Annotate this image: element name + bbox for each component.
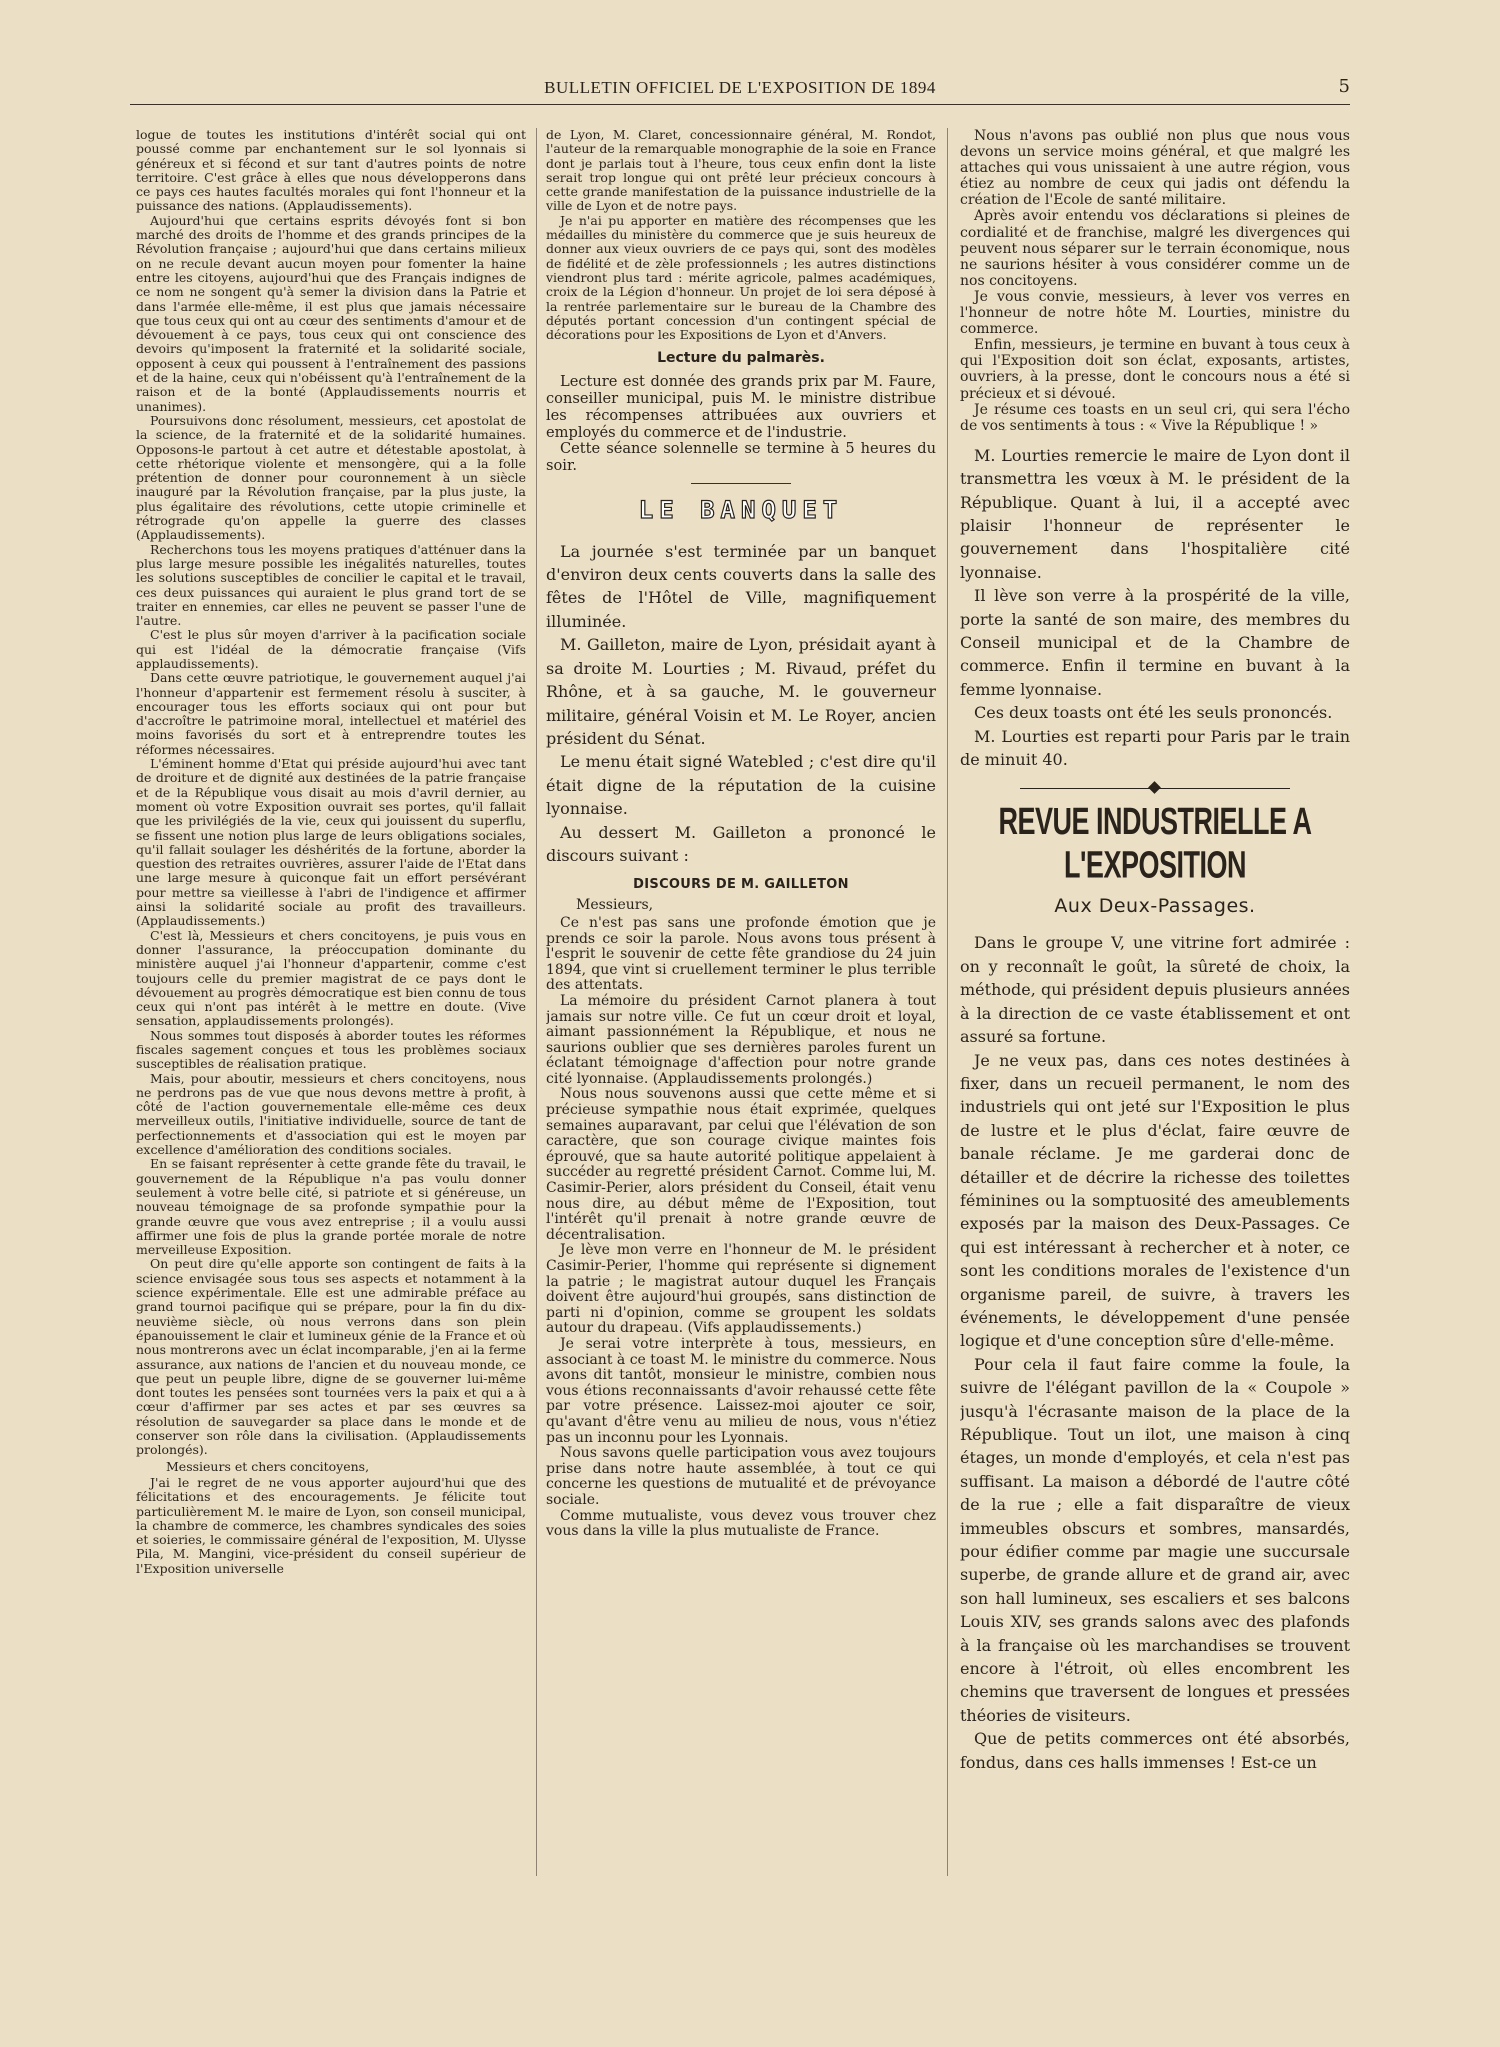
paragraph: Je n'ai pu apporter en matière des récompenses que les médailles du ministère du commerce que je suis heureux de donner aux vieux ouvriers de ce pays qui, sont des modèles de fidélité et de zèle professionnels ; les autres distinctions viendront plus tard : mérite agricole, palmes académiques, croix de la Légion d'honneur. Un projet de loi sera déposé à la rentrée parlementaire sur le bureau de la Chambre des députés portant concession d'un contingent spécial de décorations pour les Expositions de Lyon et d'Anvers. (546, 212, 936, 343)
paragraph: Nous nous souvenons aussi que cette même et si précieuse sympathie nous était exprimée, quelques semaines auparavant, par celui que l'élévation de son caractère, que son courage civique maintes fois éprouvé, que sa haute autorité politique appelaient à succéder au regretté président Carnot. Comme lui, M. Casimir-Perier, alors président du Conseil, était venu nous dire, au début même de l'Exposition, tout l'intérêt qu'il prenait à notre grande œuvre de décentralisation. (546, 1086, 936, 1243)
paragraph: L'éminent homme d'Etat qui préside aujourd'hui avec tant de droiture et de dignité aux destinées de la patrie française et de la République vous disait au mois d'avril dernier, au moment où votre Exposition ouvrait ses portes, qu'il fallait que les privilégiés de la vie, ceux qui jouissent du superflu, se fissent une notion plus large de leurs obligations sociales, qu'il fallait soulager les déshérités de la fortune, aborder la question des retraites ouvrières, assurer l'aide de l'Etat dans une large mesure à quiconque fait un effort persévérant pour mettre sa vieillesse à l'abri de l'indigence et affirmer ainsi la solidarité sociale au profit des travailleurs. (Applaudissements.) (136, 756, 526, 929)
banquet-heading: LE BANQUET (638, 495, 844, 524)
palmares-heading: Lecture du palmarès. (657, 350, 825, 367)
paragraph: Je serai votre interprète à tous, messieurs, en associant à ce toast M. le ministre du commerce. Nous avons dit tantôt, monsieur le ministre, combien nous vous étions reconnaissants d'avoir rehaussé cette fête par votre présence. Laissez-moi ajouter ce soir, qu'avant d'être venu au milieu de nous, vous n'étiez pas un inconnu pour les Lyonnais. (546, 1335, 936, 1446)
paragraph: C'est le plus sûr moyen d'arriver à la pacification sociale qui est l'idéal de la démocratie française (Vifs applaudissements). (136, 627, 526, 671)
paragraph: On peut dire qu'elle apporte son contingent de faits à la science envisagée sous tous ses aspects et notamment à la science expérimentale. Elle est une admirable préface au grand tournoi pacifique qui se prépare, pour la fin du dix-neuvième siècle, où nous verrons dans son plein épanouissement le clair et lumineux génie de la France et où nous montrerons avec un éclat incomparable, j'en ai la ferme assurance, aux nations de l'ancien et du nouveau monde, ce que peut un peuple libre, digne de se gouverner lui-même dont toutes les pensées sont tournées vers la paix et qui a à cœur d'affirmer par ses actes et par ses œuvres sa résolution de sauvegarder sa place dans le monde et de conserver son rôle dans la civilisation. (Applaudissements prolongés). (136, 1256, 526, 1458)
paragraph: La journée s'est terminée par un banquet d'environ deux cents couverts dans la salle des fêtes de l'Hôtel de Ville, magnifiquement illuminée. (546, 541, 936, 631)
paragraph: Ces deux toasts ont été les seuls prononcés. (974, 703, 1333, 723)
page-number: 5 (1338, 76, 1350, 97)
paragraph: Je vous convie, messieurs, à lever vos verres en l'honneur de notre hôte M. Lourties, ministre du commerce. (960, 288, 1350, 338)
paragraph: Il lève son verre à la prospérité de la ville, porte la santé de son maire, des membres du Conseil municipal et de la Chambre de commerce. Enfin il termine en buvant à la femme lyonnaise. (960, 586, 1350, 699)
paragraph: Comme mutualiste, vous devez vous trouver chez vous dans la ville la plus mutualiste de France. (546, 1507, 936, 1540)
paragraph: Nous n'avons pas oublié non plus que nous vous devons un service moins général, et que malgré les attaches qui vous unissaient à une autre région, vous étiez au nombre de ceux qui jadis ont défendu la création de l'Ecole de santé militaire. (960, 128, 1350, 209)
salutation: Messieurs, (576, 897, 654, 914)
paragraph: Je ne veux pas, dans ces notes destinées à fixer, dans un recueil permanent, le nom des industriels qui ont jeté sur l'Exposition le plus de lustre et le plus d'éclat, faire œuvre de banale réclame. Je me garderai donc de détailler et de décrire la richesse des toilettes féminines ou la somptuosité des ameublements exposés par la maison des Deux-Passages. Ce qui est intéressant à rechercher et à noter, ce sont les conditions morales de l'existence d'un organisme pareil, de suivre, à travers les événements, le développement d'une pensée logique et d'une conception sûre d'elle-même. (960, 1050, 1350, 1351)
paragraph: Dans le groupe V, une vitrine fort admirée : on y reconnaît le goût, la sûreté de choix, la méthode, qui président depuis plusieurs années à la direction de ce vaste établissement et ont assuré sa fortune. (960, 933, 1350, 1047)
paragraph: J'ai le regret de ne vous apporter aujourd'hui que des félicitations et des encouragements. Je félicite tout particulièrement M. le maire de Lyon, son conseil municipal, la chambre de commerce, les chambres syndicales des soies et soieries, le commissaire général de l'exposition, M. Ulysse Pila, M. Mangini, vice-président du conseil supérieur de l'Exposition universelle (136, 1474, 526, 1576)
column-1 (136, 128, 526, 1878)
column-divider (536, 128, 537, 1876)
paragraph: Cette séance solennelle se termine à 5 heures du soir. (546, 440, 936, 474)
paragraph: de Lyon, M. Claret, concessionnaire général, M. Rondot, l'auteur de la remarquable monographie de la soie en France dont je parlais tout à l'heure, tous ceux enfin dont la liste serait trop longue qui ont prêté leur précieux concours à cette grande manifestation de la puissance industrielle de la ville de Lyon et de notre pays. (546, 128, 936, 214)
paragraph: Que de petits commerces ont été absorbés, fondus, dans ces halls immenses ! Est-ce un (960, 1729, 1350, 1772)
paragraph: M. Gailleton, maire de Lyon, présidait ayant à sa droite M. Lourties ; M. Rivaud, préfet du Rhône, et à sa gauche, M. le gouverneur militaire, général Voisin et M. Le Royer, ancien président du Sénat. (546, 635, 936, 748)
paragraph: M. Lourties remercie le maire de Lyon dont il transmettra les vœux à M. le président de la République. Quant à lui, il a accepté avec plaisir l'honneur de représenter le gouvernement dans l'hospitalière cité lyonnaise. (960, 445, 1350, 582)
paragraph: En se faisant représenter à cette grande fête du travail, le gouvernement de la République n'a pas voulu donner seulement à votre belle cité, si patriote et si généreuse, un nouveau témoignage de sa profonde sympathie pour la grande œuvre que vous avez entreprise ; il a voulu aussi affirmer une fois de plus la grande portée morale de notre merveilleuse Exposition. (136, 1156, 526, 1258)
column-3 (960, 128, 1350, 1878)
paragraph: logue de toutes les institutions d'intérêt social qui ont poussé comme par enchantement sur le sol lyonnais si généreux et si fécond et sur tant d'autres points de notre territoire. C'est grâce à elles que nous développerons dans ce pays ces hautes facultés morales qui font l'honneur et la puissance des nations. (Applaudissements). (136, 128, 526, 214)
paragraph: Au dessert M. Gailleton a prononcé le discours suivant : (546, 822, 936, 865)
paragraph: Nous sommes tout disposés à aborder toutes les réformes fiscales sagement conçues et tous les problèmes sociaux susceptibles de réalisation pratique. (136, 1027, 526, 1072)
separator-rule (691, 483, 791, 484)
paragraph: M. Lourties est reparti pour Paris par le train de minuit 40. (960, 726, 1350, 770)
column-2 (546, 128, 936, 1878)
column-divider (947, 128, 948, 1876)
paragraph: Lecture est donnée des grands prix par M. Faure, conseiller municipal, puis M. le ministre distribue les récompenses attribuées aux ouvriers et employés du commerce et de l'industrie. (546, 373, 936, 441)
paragraph: C'est là, Messieurs et chers concitoyens, je puis vous en donner l'assurance, la préoccupation dominante du ministère auquel j'ai l'honneur d'appartenir, comme c'est toujours celle du premier magistrat de ce pays dont le dévouement au progrès démocratique est bien connu de tous ceux qui n'ont pas intérêt à le mettre en doute. (Vive sensation, applaudissements prolongés). (136, 927, 526, 1029)
revue-subheading: Aux Deux-Passages. (1054, 895, 1256, 918)
paragraph: Ce n'est pas sans une profonde émotion que je prends ce soir la parole. Nous avons tous présent à l'esprit le souvenir de cette fête grandiose du 24 juin 1894, que vint si cruellement terminer le plus terrible des attentats. (546, 914, 936, 994)
publication-title: BULLETIN OFFICIEL DE L'EXPOSITION DE 1894 (544, 78, 936, 97)
paragraph: Mais, pour aboutir, messieurs et chers concitoyens, nous ne perdrons pas de vue que nous devons mettre à profit, à côté de l'action gouvernementale elle-même ces deux merveilleux outils, l'initiative individuelle, source de tant de perfectionnements et d'association qui est le moyen par excellence d'amélioration des conditions sociales. (136, 1070, 526, 1158)
paragraph: Aujourd'hui que certains esprits dévoyés font si bon marché des droits de l'homme et des grands principes de la Révolution française ; aujourd'hui que dans certains milieux on ne recule devant aucun moyen pour fomenter la haine entre les citoyens, aujourd'hui que des Français indignes de ce nom ne songent qu'à semer la division dans la Patrie et dans l'armée elle-même, il est plus que jamais nécessaire que tous ceux qui ont au cœur des sentiments d'amour et de dévouement à ce pays, tous ceux qui ont conscience des devoirs qu'imposent la fraternité et la solidarité sociale, opposent à ceux qui poussent à l'entraînement des passions et de la haine, ceux qui n'obéissent qu'à l'entraînement de la raison et de la bonté (Applaudissements nourris et unanimes). (136, 212, 526, 414)
paragraph: Recherchons tous les moyens pratiques d'atténuer dans la plus large mesure possible les inégalités naturelles, toutes les solutions susceptibles de concilier le capital et le travail, ces deux puissances qui auraient le plus grand tort de se traiter en ennemies, car elles ne peuvent se passer l'une de l'autre. (136, 541, 526, 629)
revue-heading: REVUE INDUSTRIELLE A L'EXPOSITION (998, 801, 1312, 887)
paragraph: Dans cette œuvre patriotique, le gouvernement auquel j'ai l'honneur d'appartenir est fermement résolu à susciter, à encourager tous les efforts sociaux qui ont pour but d'accroître le patrimoine moral, intellectuel et matériel des moins favorisés du sort et à entreprendre toutes les réformes nécessaires. (136, 670, 526, 757)
discours-heading: DISCOURS DE M. GAILLETON (633, 877, 849, 893)
paragraph: Enfin, messieurs, je termine en buvant à tous ceux à qui l'Exposition doit son éclat, exposants, artistes, ouvriers, à la presse, dont le concours nous a été si précieux et si dévoué. (960, 337, 1350, 402)
ornamental-separator (960, 781, 1350, 795)
paragraph: Je résume ces toasts en un seul cri, qui sera l'écho de vos sentiments à tous : « Vive la République ! » (960, 401, 1350, 434)
paragraph: Poursuivons donc résolument, messieurs, cet apostolat de la science, de la fraternité et de la solidarité humaines. Opposons-le partout à cet autre et détestable apostolat, à cette rhétorique violente et mensongère, qui a la folle prétention de donner pour couronnement à un siècle inauguré par la Révolution française, par la plus juste, la plus égalitaire des révolutions, cette utopie criminelle et rétrograde qu'on appelle la guerre des classes (Applaudissements). (136, 412, 526, 543)
page-header (130, 76, 1350, 105)
paragraph: Nous savons quelle participation vous avez toujours prise dans notre haute assemblée, à tout ce qui concerne les questions de mutualité et de prévoyance sociale. (546, 1445, 936, 1508)
paragraph: Pour cela il faut faire comme la foule, la suivre de l'élégant pavillon de la « Coupole » jusqu'à l'écrasante maison de la place de la République. Tout un ilot, une maison à cinq étages, un monde d'employés, et cela n'est pas suffisant. La maison a débordé de l'autre côté de la rue ; elle a fait disparaître de vieux immeubles obscurs et sombres, mansardés, pour édifier comme par magie une succursale superbe, de grande allure et de grand air, avec son hall lumineux, ses escaliers et ses balcons Louis XIV, ses grands salons avec des plafonds à la française où les marchandises se trouvent encore à l'étroit, où elles encombrent les chemins que traversent de longues et pressées théories de visiteurs. (960, 1354, 1350, 1725)
paragraph: Après avoir entendu vos déclarations si pleines de cordialité et de franchise, malgré les divergences qui peuvent nous séparer sur le terrain économique, nous ne saurions hésiter à vous considérer comme un de nos concitoyens. (960, 208, 1350, 289)
paragraph: La mémoire du président Carnot planera à tout jamais sur notre ville. Ce fut un cœur droit et loyal, aimant passionnément la République, et nous ne saurions oublier que ses dernières paroles furent un éclatant témoignage d'affection pour notre grande cité lyonnaise. (Applaudissements prolongés.) (546, 992, 936, 1087)
paragraph: Le menu était signé Watebled ; c'est dire qu'il était digne de la réputation de la cuisine lyonnaise. (546, 752, 936, 819)
salutation: Messieurs et chers concitoyens, (166, 1458, 370, 1474)
paragraph: Je lève mon verre en l'honneur de M. le président Casimir-Perier, l'homme qui représente si dignement la patrie ; le magistrat autour duquel les Français doivent être aujourd'hui groupés, sans distinction de parti ni d'opinion, comme se groupent les soldats autour du drapeau. (Vifs applaudissements.) (546, 1242, 936, 1337)
